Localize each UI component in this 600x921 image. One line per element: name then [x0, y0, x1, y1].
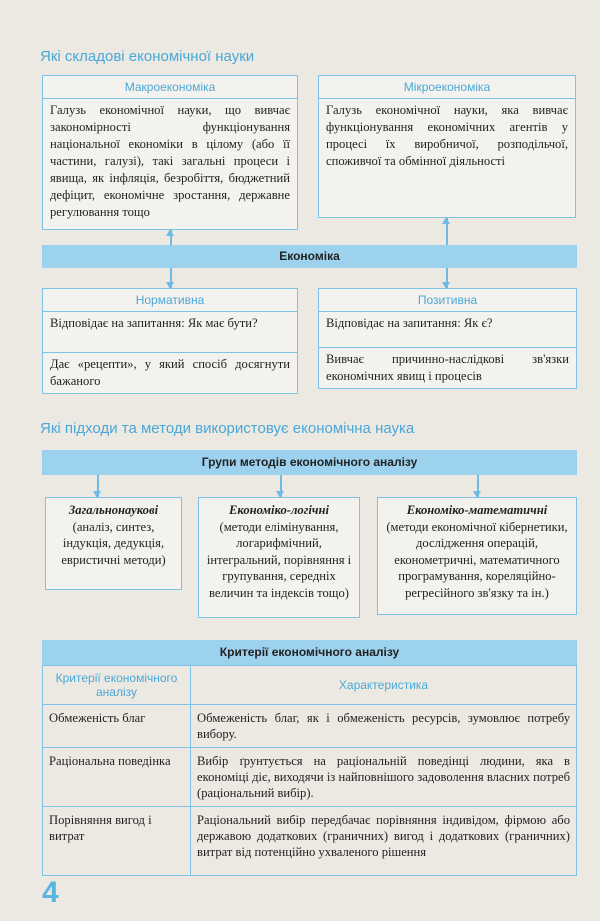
page-number: 4 — [42, 876, 59, 909]
table-header-row — [43, 666, 577, 705]
normative-row: Відповідає на запитання: Як має бути? — [43, 312, 297, 353]
microeconomics-title: Мікроекономіка — [319, 76, 575, 99]
positive-row: Відповідає на запитання: Як є? — [319, 312, 576, 348]
section-heading-components: Які складові економічної науки — [40, 48, 255, 65]
criterion-cell: Обмеженість благ — [43, 705, 191, 748]
table-row — [43, 705, 577, 748]
positive-box — [318, 288, 577, 389]
microeconomics-text: Галузь економічної науки, яка вивчає функціонування економічних агентів у процесі їх виробничої, розподільчої, споживчої та обмінної діяльності — [326, 103, 568, 168]
method-group-desc: (аналіз, синтез, індукція, дедукція, евристичні методи) — [61, 519, 166, 567]
macroeconomics-title: Макроекономіка — [43, 76, 297, 99]
criteria-table — [42, 640, 577, 876]
criterion-cell: Раціональна поведінка — [43, 748, 191, 807]
economics-bar: Економіка — [42, 245, 577, 268]
arrow-down-icon — [170, 268, 172, 288]
criterion-cell: Порівняння вигод і витрат — [43, 807, 191, 876]
arrow-up-icon — [446, 218, 448, 245]
method-group-name: Загальнонаукові — [68, 503, 159, 517]
method-group-desc: (методи економічної кібернетики, дослідження операцій, економетричні, математичного програмування, кореляційно-регресійного зв'язку та ін.) — [386, 519, 568, 600]
table-row — [43, 748, 577, 807]
table-row — [43, 807, 577, 876]
section-heading-methods: Які підходи та методи використовує економічна наука — [40, 420, 415, 437]
arrow-down-icon — [446, 268, 448, 288]
method-group-logical — [198, 497, 360, 618]
method-group-desc: (методи елімінування, логарифмічний, інтегральний, порівняння і групування, середніх величин та індексів тощо) — [206, 519, 352, 600]
method-group-name: Економіко-математичні — [406, 503, 548, 517]
arrow-down-icon — [97, 475, 99, 497]
arrow-down-icon — [280, 475, 282, 497]
macroeconomics-box — [42, 75, 298, 230]
arrow-down-icon — [477, 475, 479, 497]
description-cell: Обмеженість благ, як і обмеженість ресурсів, зумовлює потребу вибору. — [191, 705, 577, 748]
column-header: Критерії економічного аналізу — [43, 666, 191, 705]
normative-box — [42, 288, 298, 394]
positive-title: Позитивна — [319, 289, 576, 312]
positive-row: Вивчає причинно-наслідкові зв'язки економічних явищ і процесів — [326, 352, 569, 383]
description-cell: Вибір ґрунтується на раціональній поведінці людини, яка в економіці діє, виходячи із найповнішого задоволення власних потреб (раціональний вибір). — [191, 748, 577, 807]
normative-title: Нормативна — [43, 289, 297, 312]
method-group-mathematical — [377, 497, 577, 615]
microeconomics-box — [318, 75, 576, 218]
normative-row: Дає «рецепти», у який спосіб досягнути бажаного — [50, 357, 290, 388]
arrow-up-icon — [170, 230, 172, 245]
description-cell: Раціональний вибір передбачає порівняння індивідом, фірмою або державою додаткових (граничних) вигод і додаткових (граничних) витрат від потенційно ухваленого рішення — [191, 807, 577, 876]
method-group-general — [45, 497, 182, 590]
macroeconomics-text: Галузь економічної науки, що вивчає закономірності функціонування національної економіки в цілому (або її частини, галузі), такі загальні процеси і явища, як інфляція, безробіття, бюджетний дефіцит, економічне зростання, державне регулювання тощо — [50, 103, 290, 219]
methods-bar: Групи методів економічного аналізу — [42, 450, 577, 475]
method-group-name: Економіко-логічні — [229, 503, 329, 517]
column-header: Характеристика — [191, 666, 577, 705]
criteria-table-title: Критерії економічного аналізу — [42, 640, 577, 665]
